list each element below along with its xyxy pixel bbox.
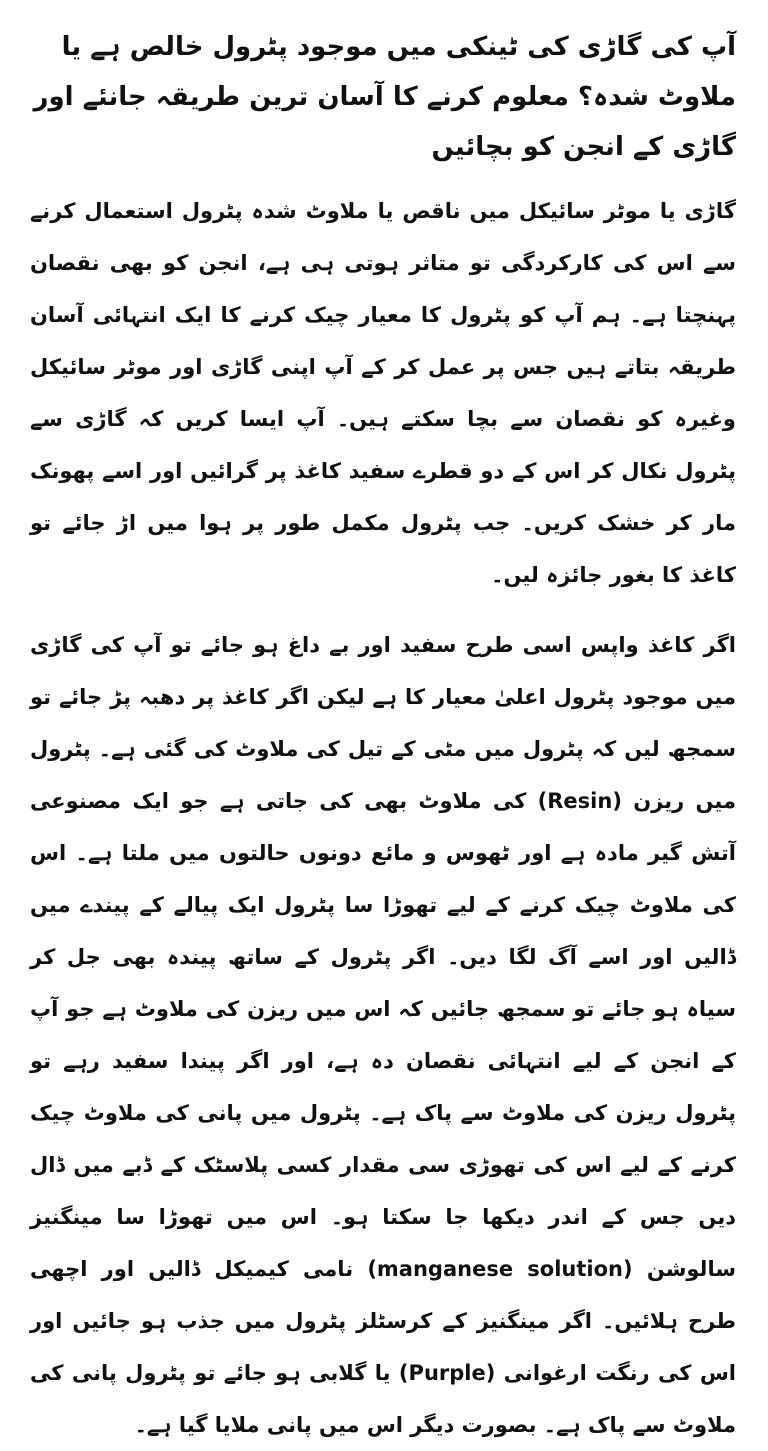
article-paragraph: اگر کاغذ واپس اسی طرح سفید اور بے داغ ہو جائے تو آپ کی گاڑی میں موجود پٹرول اعلیٰ معیار کا ہے لیکن اگر کاغذ پر دھبہ پڑ جائے تو سمجھ لیں کہ پٹرول میں مٹی کے تیل کی ملاوٹ کی گئی ہے۔ پٹرول میں ریزن (Resin) کی ملاوٹ بھی کی جاتی ہے جو ایک مصنوعی آتش گیر مادہ ہے اور ٹھوس و مائع دونوں حالتوں میں ملتا ہے۔ اس کی ملاوٹ چیک کرنے کے لیے تھوڑا سا پٹرول ایک پیالے کے پیندے میں ڈالیں اور اسے آگ لگا دیں۔ اگر پٹرول کے ساتھ پیندہ بھی جل کر سیاہ ہو جائے تو سمجھ جائیں کہ اس میں ریزن کی ملاوٹ ہے جو آپ کے انجن کے لیے انتہائی نقصان دہ ہے، اور اگر پیندا سفید رہے تو پٹرول ریزن کی ملاوٹ سے پاک ہے۔ پٹرول میں پانی کی ملاوٹ چیک کرنے کے لیے اس کی تھوڑی سی مقدار کسی پلاسٹک کے ڈبے میں ڈال دیں جس کے اندر دیکھا جا سکتا ہو۔ اس میں تھوڑا سا مینگنیز سالوشن (manganese solution) نامی کیمیکل ڈالیں اور اچھی طرح ہلائیں۔ اگر مینگنیز کے کرسٹلز پٹرول میں جذب ہو جائیں اور اس کی رنگت ارغوانی (Purple) یا گلابی ہو جائے تو پٹرول پانی کی ملاوٹ سے پاک ہے۔ بصورت دیگر اس میں پانی ملایا گیا ہے۔ [30,633,737,1437]
article-title: آپ کی گاڑی کی ٹینکی میں موجود پٹرول خالص ہے یا ملاوٹ شدہ؟ معلوم کرنے کا آسان ترین طریقہ جانئے اور گاڑی کے انجن کو بچائیں [33,32,736,162]
article-paragraph: گاڑی یا موٹر سائیکل میں ناقص یا ملاوٹ شدہ پٹرول استعمال کرنے سے اس کی کارکردگی تو متاثر ہوتی ہی ہے، انجن کو بھی نقصان پہنچتا ہے۔ ہم آپ کو پٹرول کا معیار چیک کرنے کا ایک انتہائی آسان طریقہ بتاتے ہیں جس پر عمل کر کے آپ اپنی گاڑی اور موٹر سائیکل وغیرہ کو نقصان سے بچا سکتے ہیں۔ آپ ایسا کریں کہ گاڑی سے پٹرول نکال کر اس کے دو قطرے سفید کاغذ پر گرائیں اور اسے پھونک مار کر خشک کریں۔ جب پٹرول مکمل طور پر ہوا میں اڑ جائے تو کاغذ کا بغور جائزہ لیں۔ [30,199,736,587]
